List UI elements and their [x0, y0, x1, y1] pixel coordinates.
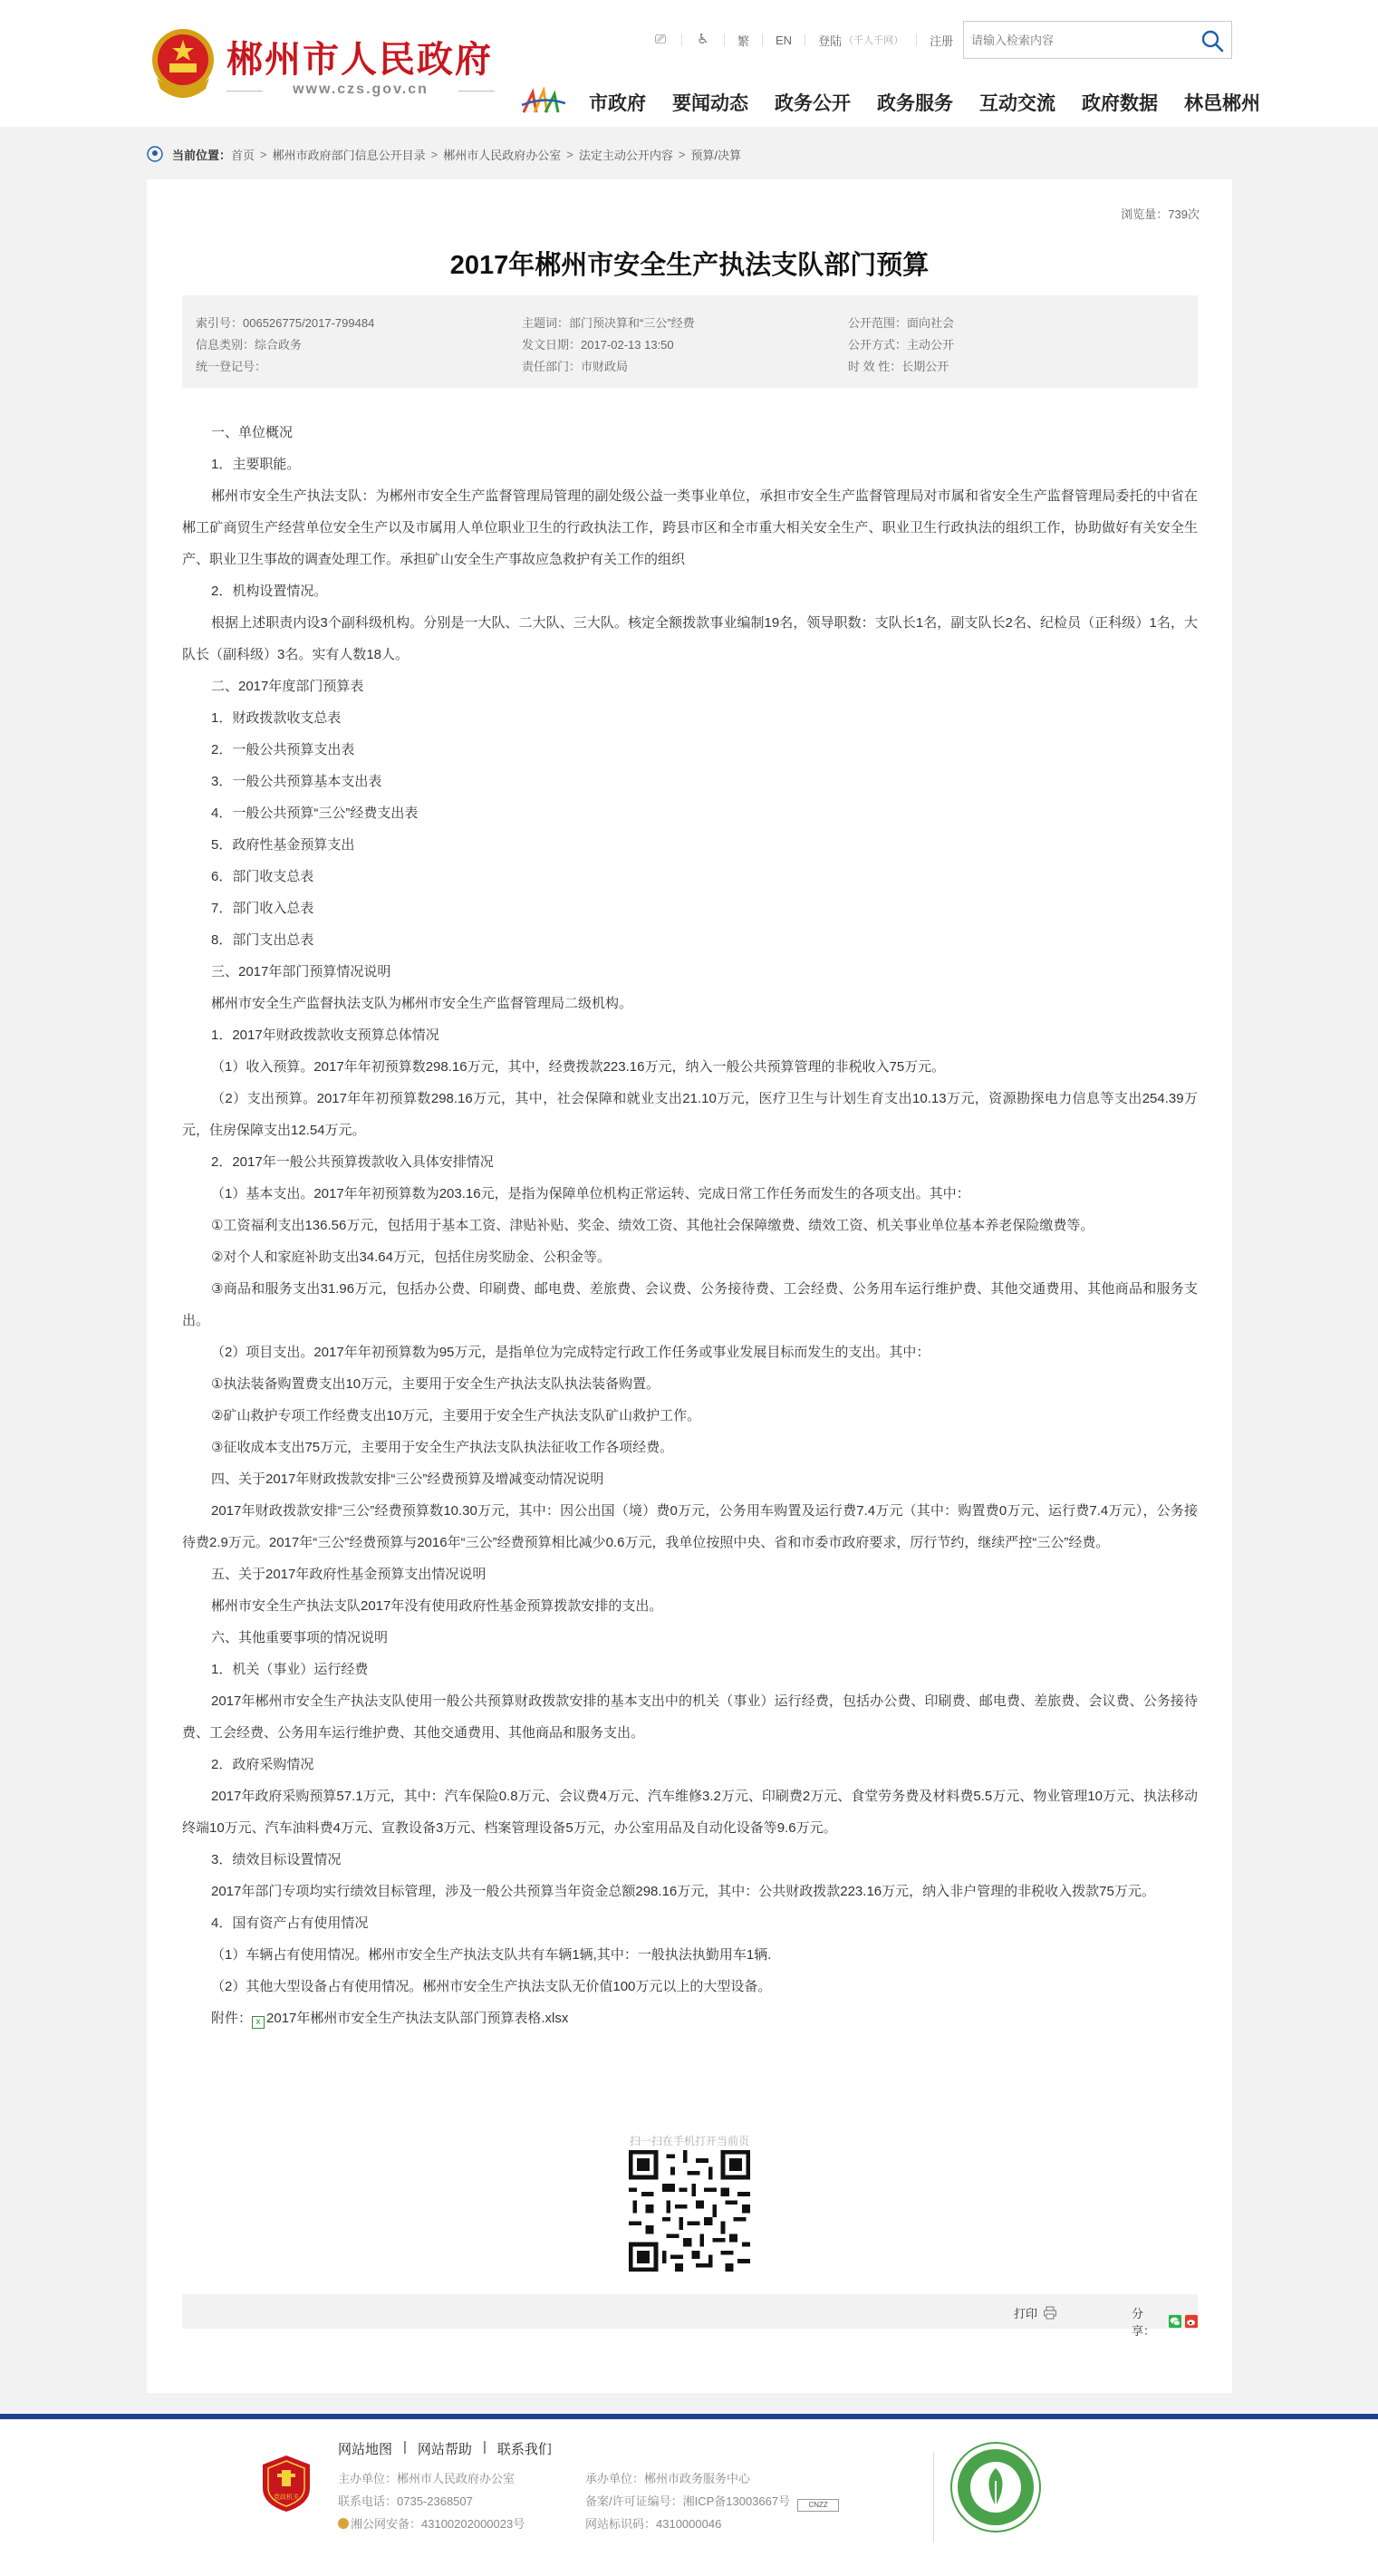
attachment-link[interactable]: 2017年郴州市安全生产执法支队部门预算表格.xlsx: [266, 2011, 569, 2026]
meta-subject: 主题词：部门预决算和“三公”经费: [522, 316, 695, 330]
meta-index-number: 索引号：006526775/2017-799484: [196, 316, 375, 330]
paragraph: 2017年财政拨款安排“三公”经费预算数10.30万元，其中：因公出国（境）费0万元，公务用车购置及运行费7.4万元（其中：购置费0万元、运行费7.4万元），公务接待费2.9万元。2017年“三公”经费预算与2016年“三公”经费预算相比减少0.6万元，我单位按照中央、省和市委市政府要求，厉行节约，继续严控“三公”经费。: [182, 1503, 1198, 1550]
paragraph: 郴州市安全生产监督执法支队为郴州市安全生产监督管理局二级机构。: [211, 996, 633, 1011]
main-nav: [520, 87, 1260, 118]
paragraph: （1）车辆占有使用情况。郴州市安全生产执法支队共有车辆1辆,其中：一般执法执勤用车1辆.: [211, 1947, 772, 1963]
weibo-icon[interactable]: [1185, 2314, 1198, 2329]
paragraph: 8．部门支出总表: [211, 932, 314, 948]
meta-scope: 公开范围：面向社会: [848, 316, 955, 330]
top-links: [652, 31, 953, 49]
meta-method: 公开方式：主动公开: [848, 338, 955, 352]
search-box: [963, 21, 1232, 59]
page-title: 2017年郴州市安全生产执法支队部门预算: [449, 251, 930, 280]
paragraph: 2017年部门专项均实行绩效目标管理，涉及一般公共预算当年资金总额298.16万元，其中：公共财政拨款223.16万元，纳入非户管理的非税收入拨款75万元。: [211, 1884, 1155, 1899]
breadcrumb-item-statutory[interactable]: 法定主动公开内容: [578, 148, 673, 162]
divider: [724, 34, 725, 46]
nav-item-government-affairs-disclosure[interactable]: 政务公开: [775, 93, 851, 114]
divider: [681, 34, 682, 46]
paragraph: ②矿山救护专项工作经费支出10万元，主要用于安全生产执法支队矿山救护工作。: [211, 1408, 701, 1423]
site-footer: [0, 2419, 1378, 2576]
nav-item-news[interactable]: 要闻动态: [672, 93, 748, 114]
printer-icon: [1043, 2306, 1057, 2320]
paragraph: 4．国有资产占有使用情况: [211, 1915, 369, 1931]
excel-file-icon: x: [252, 2016, 265, 2029]
meta-category: 信息类别：综合政务: [196, 338, 303, 352]
nav-item-government-data[interactable]: 政府数据: [1082, 93, 1158, 114]
paragraph: 三、2017年部门预算情况说明: [211, 964, 391, 979]
share-bar: [182, 2294, 1198, 2338]
paragraph: （1）基本支出。2017年年初预算数为203.16元，是指为保障单位机构正常运转、完成日常工作任务而发生的各项支出。其中：: [211, 1186, 970, 1201]
view-count: 浏览量：739次: [1121, 207, 1200, 221]
paragraph: （2）支出预算。2017年年初预算数298.16万元，其中，社会保障和就业支出21.10万元，医疗卫生与计划生育支出10.13万元，资源勘探电力信息等支出254.39万元，住房保障支出12.54万元。: [182, 1091, 1198, 1138]
breadcrumb-item-budget[interactable]: 预算/决算: [690, 148, 742, 162]
attachment-label: 附件：: [211, 2011, 253, 2026]
print-label: 打印: [1014, 2307, 1038, 2320]
traditional-chinese-link[interactable]: 繁: [737, 34, 750, 48]
breadcrumb-separator: >: [566, 147, 573, 161]
paragraph: （2）其他大型设备占有使用情况。郴州市安全生产执法支队无价值100万元以上的大型设备。: [211, 1979, 772, 1994]
divider: [762, 34, 763, 46]
paragraph: ③商品和服务支出31.96万元，包括办公费、印刷费、邮电费、差旅费、会议费、公务接待费、工会经费、公务用车运行维护费、其他交通费用、其他商品和服务支出。: [182, 1281, 1198, 1328]
breadcrumb: [147, 145, 741, 163]
footer-icp: [585, 2492, 839, 2512]
footer-link-contact[interactable]: 联系我们: [496, 2442, 552, 2457]
paragraph: 2．机构设置情况。: [211, 584, 328, 599]
qr-code-icon: [629, 2150, 750, 2272]
login-note: （千人千网）: [843, 35, 904, 46]
qr-caption: 扫一扫在手机打开当前页: [629, 2135, 749, 2147]
search-icon[interactable]: [1200, 29, 1224, 53]
meta-registration-number: 统一登记号：: [196, 360, 267, 373]
paragraph: 1．机关（事业）运行经费: [211, 1662, 369, 1677]
divider: [916, 34, 917, 46]
paragraph: 1．2017年财政拨款收支预算总体情况: [211, 1028, 439, 1043]
site-header: [0, 0, 1378, 127]
nav-item-interaction[interactable]: 互动交流: [979, 93, 1055, 114]
site-url: www.czs.gov.cn: [226, 82, 495, 98]
share-group: [1132, 2304, 1198, 2339]
paragraph: ①工资福利支出136.56万元，包括用于基本工资、津贴补贴、奖金、绩效工资、其他社会保障缴费、绩效工资、机关事业单位基本养老保险缴费等。: [211, 1218, 1094, 1233]
breadcrumb-label: 当前位置：: [172, 148, 232, 162]
paragraph: 一、单位概况: [211, 425, 294, 440]
divider: |: [403, 2439, 407, 2455]
badge-text: 党政机关: [274, 2494, 299, 2501]
article-card: [147, 179, 1232, 2393]
paragraph: （2）项目支出。2017年年初预算数为95万元，是指单位为完成特定行政工作任务或事业发展目标而发生的支出。其中：: [211, 1345, 930, 1360]
footer-icp-text[interactable]: 备案/许可证编号：湘ICP备13003667号: [585, 2494, 791, 2508]
paragraph: 郴州市安全生产执法支队2017年没有使用政府性基金预算拨款安排的支出。: [211, 1598, 663, 1614]
paragraph: 4．一般公共预算“三公”经费支出表: [211, 806, 419, 821]
attachment-line: [182, 2002, 1198, 2034]
nav-item-city-government[interactable]: 市政府: [589, 93, 646, 114]
meta-department: 责任部门：市财政局: [522, 360, 629, 373]
national-emblem-icon[interactable]: [148, 24, 218, 100]
paragraph: 6．部门收支总表: [211, 869, 314, 884]
police-badge-icon: [338, 2518, 349, 2529]
english-link[interactable]: EN: [776, 33, 793, 47]
website-award-seal-icon[interactable]: [949, 2441, 1042, 2533]
paragraph: 1．财政拨款收支总表: [211, 710, 342, 726]
paragraph: ③征收成本支出75万元，主要用于安全生产执法支队执法征收工作各项经费。: [211, 1440, 674, 1455]
login-link[interactable]: 登陆: [818, 34, 843, 48]
paragraph: （1）收入预算。2017年年初预算数298.16万元，其中，经费拨款223.16万元，纳入一般公共预算管理的非税收入75万元。: [211, 1059, 946, 1075]
article-body: [182, 417, 1198, 2034]
city-logo-icon: [520, 87, 567, 118]
breadcrumb-separator: >: [260, 147, 267, 161]
breadcrumb-separator: >: [430, 147, 438, 161]
footer-links: [338, 2439, 552, 2458]
location-pin-icon: [147, 146, 163, 162]
divider: [933, 2452, 934, 2542]
paragraph: 郴州市安全生产执法支队：为郴州市安全生产监督管理局管理的副处级公益一类事业单位，承担市安全生产监督管理局对市属和省安全生产监督管理局委托的中省在郴工矿商贸生产经营单位安全生产以及市属用人单位职业卫生的行政执法工作，跨县市区和全市重大相关安全生产、职业卫生行政执法的组织工作，协助做好有关安全生产、职业卫生事故的调查处理工作。承担矿山安全生产事故应急救护有关工作的组织: [182, 488, 1198, 567]
footer-police-text[interactable]: 湘公网安备：43100202000023号: [351, 2517, 525, 2531]
footer-organizer: 承办单位：郴州市政务服务中心: [585, 2472, 751, 2485]
divider: |: [482, 2439, 487, 2455]
breadcrumb-separator: >: [678, 147, 686, 161]
paragraph: 2017年政府采购预算57.1万元，其中：汽车保险0.8万元、会议费4万元、汽车维修3.2万元、印刷费2万元、食堂劳务费及材料费5.5万元、物业管理10万元、执法移动终端10万元、汽车油料费4万元、宣教设备3万元、档案管理设备5万元，办公室用品及自动化设备等9.6万元。: [182, 1789, 1198, 1836]
party-government-badge-icon[interactable]: [261, 2454, 312, 2513]
print-button[interactable]: [1014, 2304, 1057, 2321]
footer-link-help[interactable]: 网站帮助: [417, 2442, 472, 2457]
nav-item-government-services[interactable]: 政务服务: [877, 93, 953, 114]
nav-item-linyi-chenzhou[interactable]: 林邑郴州: [1184, 93, 1260, 114]
paragraph: ②对个人和家庭补助支出34.64万元，包括住房奖励金、公积金等。: [211, 1249, 611, 1265]
accessibility-mode-icon[interactable]: ⎚: [654, 32, 666, 47]
footer-phone: 联系电话：0735-2368507: [338, 2494, 473, 2508]
paragraph: 五、关于2017年政府性基金预算支出情况说明: [211, 1567, 487, 1582]
breadcrumb-item-catalog[interactable]: 郴州市政府部门信息公开目录: [272, 148, 426, 162]
search-input[interactable]: [971, 22, 1189, 58]
site-title[interactable]: 郴州市人民政府: [226, 39, 493, 81]
paragraph: 2017年郴州市安全生产执法支队使用一般公共预算财政拨款安排的基本支出中的机关（事业）运行经费，包括办公费、印刷费、邮电费、差旅费、会议费、公务接待费、工会经费、公务用车运行维护费、其他交通费用、其他商品和服务支出。: [182, 1693, 1198, 1741]
meta-date: 发文日期：2017-02-13 13:50: [522, 338, 674, 352]
paragraph: 1．主要职能。: [211, 457, 301, 472]
register-link[interactable]: 注册: [930, 34, 954, 48]
paragraph: ①执法装备购置费支出10万元，主要用于安全生产执法支队执法装备购置。: [211, 1376, 660, 1392]
wheelchair-accessibility-icon[interactable]: ♿: [697, 32, 709, 47]
paragraph: 根据上述职责内设3个副科级机构。分别是一大队、二大队、三大队。核定全额拨款事业编制19名，领导职数：支队长1名，副支队长2名、纪检员（正科级）1名，大队长（副科级）3名。实有人数18人。: [182, 615, 1198, 662]
breadcrumb-item-home[interactable]: 首页: [231, 148, 255, 162]
paragraph: 2．2017年一般公共预算拨款收入具体安排情况: [211, 1154, 494, 1170]
paragraph: 3．一般公共预算基本支出表: [211, 774, 382, 789]
footer-link-sitemap[interactable]: 网站地图: [338, 2442, 393, 2457]
paragraph: 四、关于2017年财政拨款安排“三公”经费预算及增减变动情况说明: [211, 1471, 604, 1487]
footer-police: [338, 2514, 525, 2532]
share-label: 分享：: [1132, 2307, 1156, 2338]
paragraph: 六、其他重要事项的情况说明: [211, 1630, 389, 1645]
meta-validity: 时 效 性：长期公开: [848, 360, 949, 373]
paragraph: 2．政府采购情况: [211, 1757, 314, 1772]
breadcrumb-item-office[interactable]: 郴州市人民政府办公室: [443, 148, 562, 162]
footer-host: 主办单位：郴州市人民政府办公室: [338, 2472, 516, 2485]
document-metadata: [182, 295, 1198, 388]
paragraph: 7．部门收入总表: [211, 901, 314, 916]
cnzz-icon[interactable]: CNZZ: [797, 2499, 839, 2512]
footer-site-id: 网站标识码：4310000046: [585, 2517, 722, 2531]
paragraph: 5．政府性基金预算支出: [211, 837, 355, 853]
wechat-icon[interactable]: [1169, 2314, 1181, 2329]
paragraph: 2．一般公共预算支出表: [211, 742, 355, 757]
paragraph: 二、2017年度部门预算表: [211, 679, 364, 694]
paragraph: 3．绩效目标设置情况: [211, 1852, 342, 1867]
